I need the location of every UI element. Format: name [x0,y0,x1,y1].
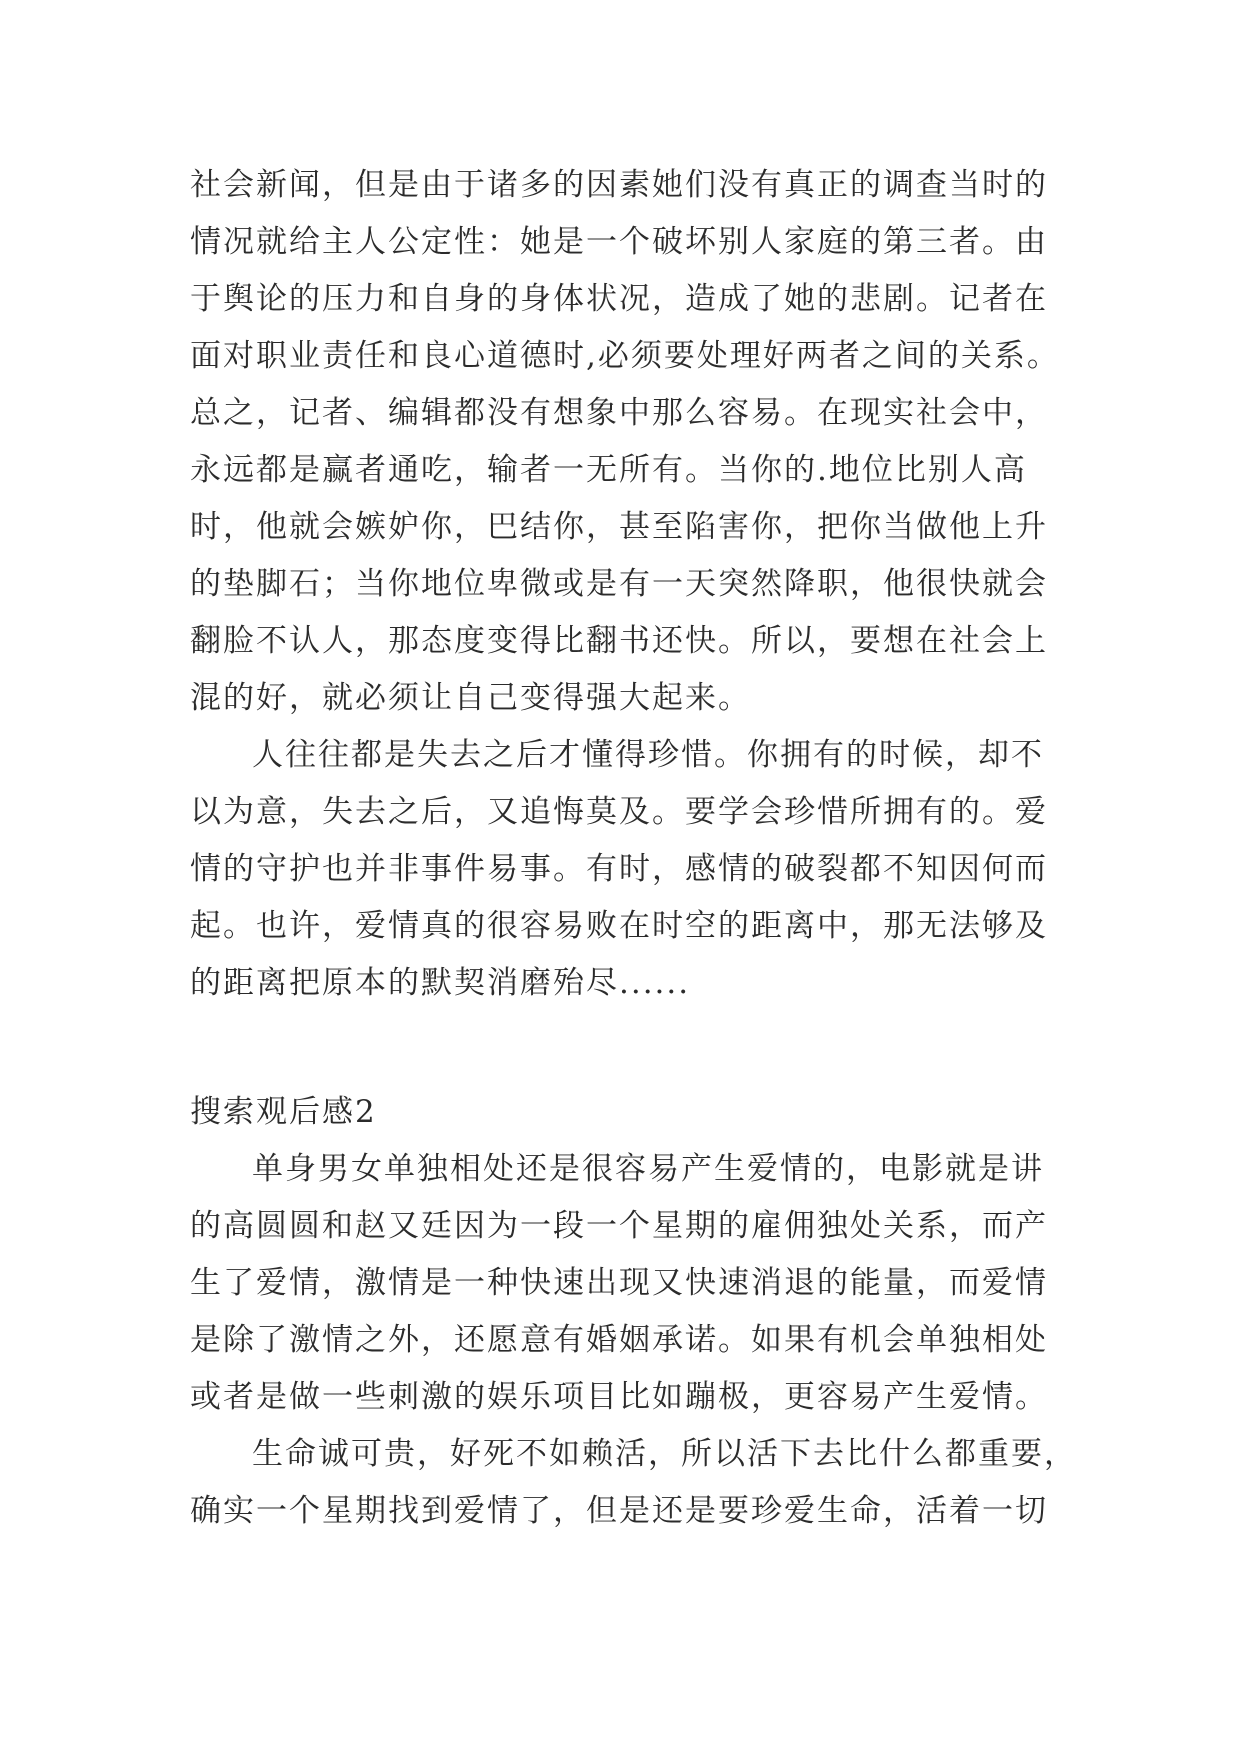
text-line: 于舆论的压力和自身的身体状况，造成了她的悲剧。记者在 [190,281,1048,317]
text-line: 情的守护也并非事件易事。有时，感情的破裂都不知因何而 [190,851,1048,887]
text-line: 情况就给主人公定性：她是一个破坏别人家庭的第三者。由 [190,224,1048,260]
text-line: 生了爱情，激情是一种快速出现又快速消退的能量，而爱情 [190,1265,1048,1301]
text-line: 社会新闻，但是由于诸多的因素她们没有真正的调查当时的 [190,167,1048,203]
text-line: 是除了激情之外，还愿意有婚姻承诺。如果有机会单独相处 [190,1322,1048,1358]
paragraph-first-line: 生命诚可贵，好死不如赖活，所以活下去比什么都重要， [252,1436,1077,1472]
text-line: 面对职业责任和良心道德时,必须要处理好两者之间的关系。 [190,338,1060,374]
text-line: 或者是做一些刺激的娱乐项目比如蹦极，更容易产生爱情。 [190,1379,1048,1415]
text-line: 翻脸不认人，那态度变得比翻书还快。所以，要想在社会上 [190,623,1048,659]
text-line: 混的好，就必须让自己变得强大起来。 [190,680,751,716]
text-line: 总之，记者、编辑都没有想象中那么容易。在现实社会中， [190,395,1048,431]
text-line: 的垫脚石；当你地位卑微或是有一天突然降职，他很快就会 [190,566,1048,602]
text-line: 确实一个星期找到爱情了，但是还是要珍爱生命，活着一切 [190,1493,1048,1529]
text-line: 的距离把原本的默契消磨殆尽...... [190,965,691,1001]
text-line: 起。也许，爱情真的很容易败在时空的距离中，那无法够及 [190,908,1048,944]
paragraph-first-line: 人往往都是失去之后才懂得珍惜。你拥有的时候，却不 [252,737,1044,773]
text-line: 的高圆圆和赵又廷因为一段一个星期的雇佣独处关系，而产 [190,1208,1048,1244]
text-line: 以为意，失去之后，又追悔莫及。要学会珍惜所拥有的。爱 [190,794,1048,830]
text-line: 永远都是赢者通吃，输者一无所有。当你的.地位比别人高 [190,452,1027,488]
section-heading: 搜索观后感2 [190,1094,377,1130]
text-line: 时，他就会嫉妒你，巴结你，甚至陷害你，把你当做他上升 [190,509,1048,545]
paragraph-first-line: 单身男女单独相处还是很容易产生爱情的，电影就是讲 [252,1151,1044,1187]
